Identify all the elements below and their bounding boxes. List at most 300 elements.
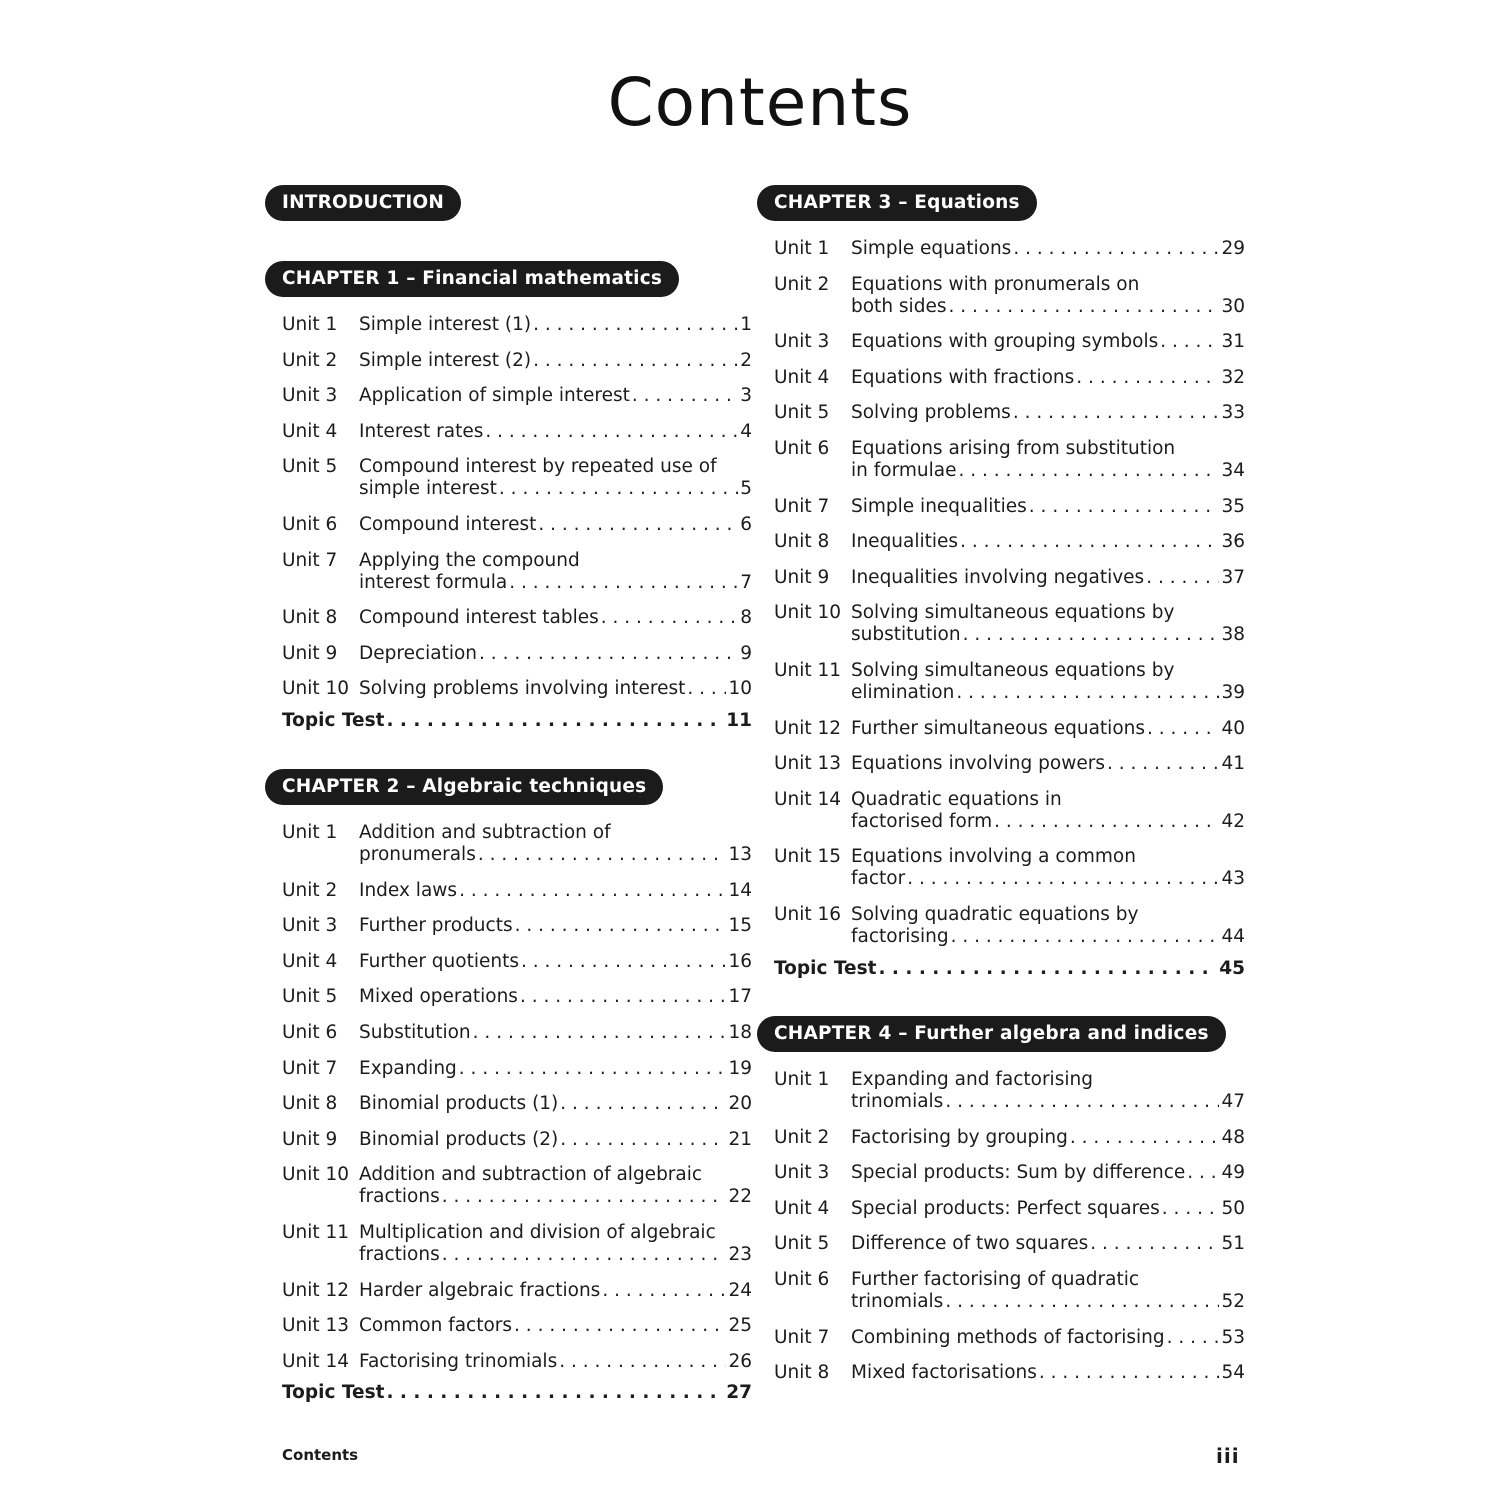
entry-body: [851, 496, 1245, 518]
entry-body: [359, 314, 752, 336]
page-number: 7: [740, 571, 752, 593]
dot-leader: [386, 710, 724, 732]
unit-number: Unit 7: [282, 1057, 338, 1079]
entry-title: Factorising trinomials: [359, 1350, 558, 1372]
entry-body: [851, 1162, 1245, 1184]
unit-number: Unit 6: [774, 1269, 830, 1290]
toc-entry[interactable]: [774, 1327, 1245, 1349]
toc-entry[interactable]: [774, 846, 1245, 890]
entry-title: Substitution: [359, 1022, 471, 1043]
entry-title: Difference of two squares: [851, 1233, 1089, 1255]
page-number: 54: [1221, 1362, 1245, 1384]
dot-leader: [459, 880, 726, 902]
entry-title: factor: [851, 868, 906, 890]
entry-body: [851, 1069, 1245, 1113]
dot-leader: [479, 643, 738, 665]
dot-leader: [560, 1093, 726, 1115]
entry-title: Compound interest tables: [359, 607, 599, 629]
entry-body: [359, 1164, 752, 1208]
unit-number: Unit 6: [282, 514, 338, 535]
entry-body: [359, 880, 752, 902]
toc-entry[interactable]: [774, 367, 1245, 389]
entry-title: Quadratic equations in: [851, 788, 1062, 810]
dot-leader: [1107, 753, 1219, 775]
toc-entry[interactable]: [282, 880, 752, 902]
unit-number: Unit 2: [774, 273, 830, 295]
entry-title: Simple inequalities: [851, 495, 1027, 517]
dot-leader: [538, 514, 738, 536]
entry-body: [851, 789, 1245, 833]
entry-title: factorising: [851, 926, 949, 947]
entry-title-line: [359, 314, 752, 336]
entry-title-line: [359, 880, 752, 902]
entry-title: Solving simultaneous equations by: [851, 602, 1175, 624]
chapter-2-heading[interactable]: CHAPTER 2 – Algebraic techniques: [265, 769, 663, 805]
entry-title: Mixed operations: [359, 986, 518, 1008]
entry-title-line: [359, 607, 752, 629]
entry-title: trinomials: [851, 1091, 944, 1112]
page-number: 38: [1221, 624, 1245, 646]
toc-entry[interactable]: [282, 643, 752, 665]
toc-entry[interactable]: [774, 438, 1245, 482]
entry-title: Inequalities involving negatives: [851, 566, 1145, 588]
footer-label: Contents: [282, 1446, 359, 1464]
dot-leader: [994, 811, 1219, 833]
dot-leader: [1013, 402, 1220, 424]
entry-title-line: [851, 1091, 1245, 1113]
toc-entry[interactable]: [282, 314, 752, 336]
entry-body: [851, 438, 1245, 482]
unit-number: Unit 5: [774, 402, 830, 424]
entry-title-line: [851, 296, 1245, 318]
page-number: 45: [1219, 957, 1245, 979]
entry-title: Harder algebraic fractions: [359, 1279, 601, 1301]
page-number: 44: [1221, 926, 1245, 947]
entry-title-line: [851, 811, 1245, 833]
page-number: 13: [728, 844, 752, 865]
dot-leader: [1160, 331, 1219, 353]
entry-title: Special products: Perfect squares: [851, 1197, 1160, 1219]
page-title: Contents: [607, 64, 913, 141]
entry-body: [359, 385, 752, 407]
page-number: 23: [728, 1244, 752, 1265]
entry-title: Solving problems involving interest: [359, 678, 686, 700]
entry-title: substitution: [851, 624, 961, 646]
entry-title: fractions: [359, 1244, 440, 1265]
entry-title: Equations with grouping symbols: [851, 331, 1159, 353]
toc-entry[interactable]: [282, 986, 752, 1008]
dot-leader: [1147, 718, 1219, 740]
entry-body: [851, 1269, 1245, 1313]
dot-leader: [459, 1058, 727, 1080]
toc-entry[interactable]: [774, 567, 1245, 589]
chapter-3-heading[interactable]: CHAPTER 3 – Equations: [757, 185, 1037, 221]
entry-title-line: [359, 643, 752, 665]
dot-leader: [533, 314, 738, 336]
entry-body: [851, 274, 1245, 318]
entry-title: Equations involving powers: [851, 753, 1105, 775]
entry-title: Equations with fractions: [851, 366, 1075, 388]
dot-leader: [1029, 496, 1220, 518]
page-number: 39: [1221, 682, 1245, 703]
toc-entry[interactable]: [774, 904, 1245, 948]
page-number: 50: [1221, 1197, 1245, 1219]
toc-entry[interactable]: [774, 238, 1245, 260]
entry-title-line: [359, 1280, 752, 1302]
entry-title: Binomial products (1): [359, 1093, 559, 1115]
entry-body: [851, 904, 1245, 948]
unit-number: Unit 10: [774, 602, 842, 624]
entry-title-line: [851, 682, 1245, 704]
dot-leader: [1076, 367, 1219, 389]
page-number: 10: [728, 678, 752, 700]
dot-leader: [907, 868, 1219, 890]
page-number: 36: [1221, 531, 1245, 553]
chapter-4-heading[interactable]: CHAPTER 4 – Further algebra and indices: [757, 1016, 1226, 1052]
page-number: 29: [1221, 238, 1245, 259]
unit-number: Unit 8: [774, 1362, 830, 1384]
entry-body: [851, 753, 1245, 775]
dot-leader: [1167, 1327, 1220, 1349]
dot-leader: [951, 926, 1220, 948]
entry-body: [359, 1093, 752, 1115]
entry-title-line: [359, 1351, 752, 1373]
toc-entry[interactable]: [282, 1164, 752, 1208]
entry-title: factorised form: [851, 810, 993, 832]
dot-leader: [520, 986, 727, 1008]
toc-entry[interactable]: [774, 496, 1245, 518]
page-number: 18: [728, 1022, 752, 1043]
entry-title-line: [359, 915, 752, 937]
entry-title-line: [851, 460, 1245, 482]
entry-body: [851, 660, 1245, 704]
entry-title: pronumerals: [359, 844, 476, 865]
unit-number: Unit 5: [282, 456, 338, 478]
entry-body: [359, 350, 752, 372]
dot-leader: [1039, 1362, 1220, 1384]
entry-title: Factorising by grouping: [851, 1126, 1068, 1148]
dot-leader: [1187, 1162, 1219, 1184]
page-number: 33: [1221, 402, 1245, 424]
page-number: 42: [1221, 810, 1245, 832]
toc-entry[interactable]: [282, 1058, 752, 1080]
entry-title: Equations involving a common: [851, 846, 1136, 868]
page-number: 26: [728, 1350, 752, 1372]
unit-number: Unit 3: [774, 1162, 830, 1184]
dot-leader: [945, 1291, 1219, 1313]
topic-test-entry[interactable]: [282, 1382, 752, 1404]
footer-page-number: iii: [1216, 1444, 1240, 1468]
page-number: 43: [1221, 868, 1245, 890]
unit-number: Unit 13: [774, 753, 842, 775]
unit-number: Unit 2: [774, 1126, 830, 1148]
entry-title-line: [359, 1129, 752, 1151]
entry-title-line: [359, 385, 752, 407]
entry-title: Common factors: [359, 1315, 513, 1337]
entry-title: Equations arising from substitution: [851, 438, 1176, 459]
entry-title-line: [851, 402, 1245, 424]
entry-title-line: [851, 496, 1245, 518]
unit-number: Unit 9: [282, 1128, 338, 1150]
unit-number: Unit 10: [282, 678, 350, 700]
entry-body: [851, 1233, 1245, 1255]
page-number: 34: [1221, 460, 1245, 481]
entry-title-line: [359, 951, 752, 973]
toc-entry[interactable]: [282, 678, 752, 700]
entry-body: [359, 607, 752, 629]
entry-title-line: [851, 718, 1245, 740]
dot-leader: [499, 478, 738, 500]
page-number: 1: [740, 314, 752, 335]
toc-entry[interactable]: [774, 602, 1245, 646]
unit-number: Unit 7: [282, 549, 338, 571]
entry-body: [851, 367, 1245, 389]
toc-entry[interactable]: [774, 1233, 1245, 1255]
unit-number: Unit 11: [774, 660, 842, 681]
entry-title: fractions: [359, 1186, 440, 1208]
toc-entry[interactable]: [282, 951, 752, 973]
topic-test-entry[interactable]: [282, 710, 752, 732]
toc-entry[interactable]: [282, 1280, 752, 1302]
entry-title: trinomials: [851, 1291, 944, 1312]
entry-title: in formulae: [851, 460, 957, 481]
entry-title-line: [851, 531, 1245, 553]
entry-body: [851, 402, 1245, 424]
entry-title-line: [851, 238, 1245, 260]
page-number: 2: [740, 349, 752, 371]
dot-leader: [956, 682, 1219, 704]
entry-body: [851, 567, 1245, 589]
unit-number: Unit 1: [774, 238, 830, 259]
entry-title: Further quotients: [359, 950, 519, 972]
page-number: 27: [726, 1382, 752, 1404]
unit-number: Unit 2: [282, 349, 338, 371]
entry-body: [851, 331, 1245, 353]
toc-entry[interactable]: [282, 1093, 752, 1115]
unit-number: Unit 2: [282, 879, 338, 901]
entry-title-line: [851, 331, 1245, 353]
entry-title-line: [359, 986, 752, 1008]
dot-leader: [478, 844, 727, 866]
unit-number: Unit 3: [774, 331, 830, 353]
page-number: 19: [728, 1057, 752, 1079]
page-number: 14: [728, 879, 752, 901]
dot-leader: [485, 421, 738, 443]
toc-entry[interactable]: [774, 1069, 1245, 1113]
unit-number: Unit 4: [282, 950, 338, 972]
entry-title-line: [851, 624, 1245, 646]
toc-entry[interactable]: [282, 915, 752, 937]
entry-body: [359, 951, 752, 973]
toc-entry[interactable]: [774, 274, 1245, 318]
entry-body: [359, 1351, 752, 1373]
entry-title: Expanding: [359, 1057, 457, 1079]
page-number: 41: [1221, 753, 1245, 775]
entry-body: [359, 915, 752, 937]
dot-leader: [473, 1022, 727, 1044]
unit-number: Unit 8: [774, 531, 830, 553]
dot-leader: [687, 678, 726, 700]
unit-number: Unit 1: [282, 822, 338, 843]
page-number: 35: [1221, 495, 1245, 517]
entry-title: Depreciation: [359, 642, 478, 664]
entry-title-line: [359, 572, 752, 594]
entry-title-line: [851, 1127, 1245, 1149]
entry-body: [851, 602, 1245, 646]
page-number: 37: [1221, 566, 1245, 588]
entry-title: Combining methods of factorising: [851, 1326, 1165, 1348]
unit-number: Unit 8: [282, 607, 338, 629]
introduction-heading[interactable]: INTRODUCTION: [265, 185, 461, 221]
toc-entry[interactable]: [774, 402, 1245, 424]
toc-entry[interactable]: [282, 456, 752, 500]
page-number: 4: [740, 420, 752, 442]
toc-entry[interactable]: [774, 789, 1245, 833]
toc-entry[interactable]: [774, 660, 1245, 704]
entry-title-line: [359, 1244, 752, 1266]
dot-leader: [958, 460, 1219, 482]
toc-entry[interactable]: [774, 1127, 1245, 1149]
entry-title: Binomial products (2): [359, 1128, 559, 1150]
topic-test-label: Topic Test: [282, 710, 385, 731]
unit-number: Unit 13: [282, 1315, 350, 1337]
toc-entry[interactable]: [282, 1222, 752, 1266]
dot-leader: [533, 350, 738, 372]
dot-leader: [632, 385, 738, 407]
dot-leader: [960, 531, 1219, 553]
entry-body: [359, 1280, 752, 1302]
page-number: 11: [726, 710, 752, 731]
toc-entry[interactable]: [282, 1022, 752, 1044]
toc-entry[interactable]: [774, 531, 1245, 553]
entry-body: [851, 1127, 1245, 1149]
entry-body: [359, 1022, 752, 1044]
unit-number: Unit 4: [774, 366, 830, 388]
page-number: 40: [1221, 717, 1245, 739]
toc-entry[interactable]: [282, 1129, 752, 1151]
entry-title: Addition and subtraction of: [359, 822, 611, 843]
entry-title-line: [851, 868, 1245, 890]
toc-entry[interactable]: [774, 753, 1245, 775]
page-number: 16: [728, 950, 752, 972]
entry-title: Addition and subtraction of algebraic: [359, 1164, 703, 1186]
toc-entry[interactable]: [282, 1315, 752, 1337]
toc-entry[interactable]: [282, 421, 752, 443]
page-number: 21: [728, 1128, 752, 1150]
unit-number: Unit 9: [774, 566, 830, 588]
entry-title: Compound interest by repeated use of: [359, 456, 717, 478]
toc-entry[interactable]: [282, 350, 752, 372]
dot-leader: [1090, 1233, 1219, 1255]
entry-title: Special products: Sum by difference: [851, 1162, 1186, 1184]
entry-title: interest formula: [359, 571, 508, 593]
toc-entry[interactable]: [282, 550, 752, 594]
entry-title: Index laws: [359, 879, 458, 901]
entry-title: Further factorising of quadratic: [851, 1269, 1140, 1290]
unit-number: Unit 4: [282, 420, 338, 442]
entry-title: Further products: [359, 915, 513, 937]
entry-title-line: [851, 1162, 1245, 1184]
page-number: 24: [728, 1279, 752, 1301]
entry-title: Multiplication and division of algebraic: [359, 1222, 716, 1243]
dot-leader: [1013, 238, 1219, 260]
entry-title: Further simultaneous equations: [851, 717, 1145, 739]
dot-leader: [509, 572, 738, 594]
entry-title-line: [851, 753, 1245, 775]
toc-entry[interactable]: [774, 331, 1245, 353]
topic-test-entry[interactable]: [774, 958, 1245, 980]
entry-body: [851, 238, 1245, 260]
page-number: 8: [740, 607, 752, 629]
entry-body: [851, 1362, 1245, 1384]
unit-number: Unit 3: [282, 385, 338, 407]
unit-number: Unit 16: [774, 904, 842, 925]
entry-body: [851, 846, 1245, 890]
entry-title: Solving quadratic equations by: [851, 904, 1139, 925]
entry-title: Compound interest: [359, 514, 537, 535]
unit-number: Unit 7: [774, 1326, 830, 1348]
toc-entry[interactable]: [282, 1351, 752, 1373]
page-number: 32: [1221, 366, 1245, 388]
entry-body: [359, 514, 752, 536]
page-number: 30: [1221, 295, 1245, 317]
page-number: 31: [1221, 331, 1245, 353]
entry-title-line: [359, 844, 752, 866]
toc-entry[interactable]: [774, 1362, 1245, 1384]
unit-number: Unit 5: [774, 1233, 830, 1255]
topic-test-label: Topic Test: [282, 1382, 385, 1404]
chapter-1-heading[interactable]: CHAPTER 1 – Financial mathematics: [265, 261, 679, 297]
entry-title-line: [851, 926, 1245, 948]
entry-title-line: [359, 1186, 752, 1208]
entry-title-line: [851, 1233, 1245, 1255]
page-number: 6: [740, 514, 752, 535]
page-number: 53: [1221, 1326, 1245, 1348]
entry-title-line: [851, 1362, 1245, 1384]
unit-number: Unit 14: [282, 1350, 350, 1372]
dot-leader: [559, 1351, 726, 1373]
entry-title-line: [359, 678, 752, 700]
toc-entry[interactable]: [282, 514, 752, 536]
entry-title: Simple interest (1): [359, 314, 532, 335]
toc-entry[interactable]: [774, 1162, 1245, 1184]
unit-number: Unit 6: [282, 1022, 338, 1043]
entry-title: Equations with pronumerals on: [851, 273, 1140, 295]
page-number: 5: [740, 478, 752, 500]
entry-title: Expanding and factorising: [851, 1069, 1093, 1090]
entry-body: [359, 986, 752, 1008]
toc-entry[interactable]: [774, 1269, 1245, 1313]
toc-entry[interactable]: [282, 822, 752, 866]
toc-entry[interactable]: [282, 607, 752, 629]
dot-leader: [514, 1315, 726, 1337]
dot-leader: [442, 1244, 727, 1266]
entry-title-line: [359, 514, 752, 536]
entry-body: [851, 531, 1245, 553]
entry-body: [359, 1315, 752, 1337]
entry-body: [851, 1327, 1245, 1349]
page-number: 47: [1221, 1091, 1245, 1112]
entry-title-line: [359, 1093, 752, 1115]
unit-number: Unit 8: [282, 1093, 338, 1115]
toc-entry[interactable]: [282, 385, 752, 407]
entry-title-line: [851, 1291, 1245, 1313]
unit-number: Unit 12: [282, 1279, 350, 1301]
toc-entry[interactable]: [774, 1198, 1245, 1220]
toc-entry[interactable]: [774, 718, 1245, 740]
entry-title-line: [851, 1327, 1245, 1349]
entry-title: Solving problems: [851, 402, 1011, 424]
